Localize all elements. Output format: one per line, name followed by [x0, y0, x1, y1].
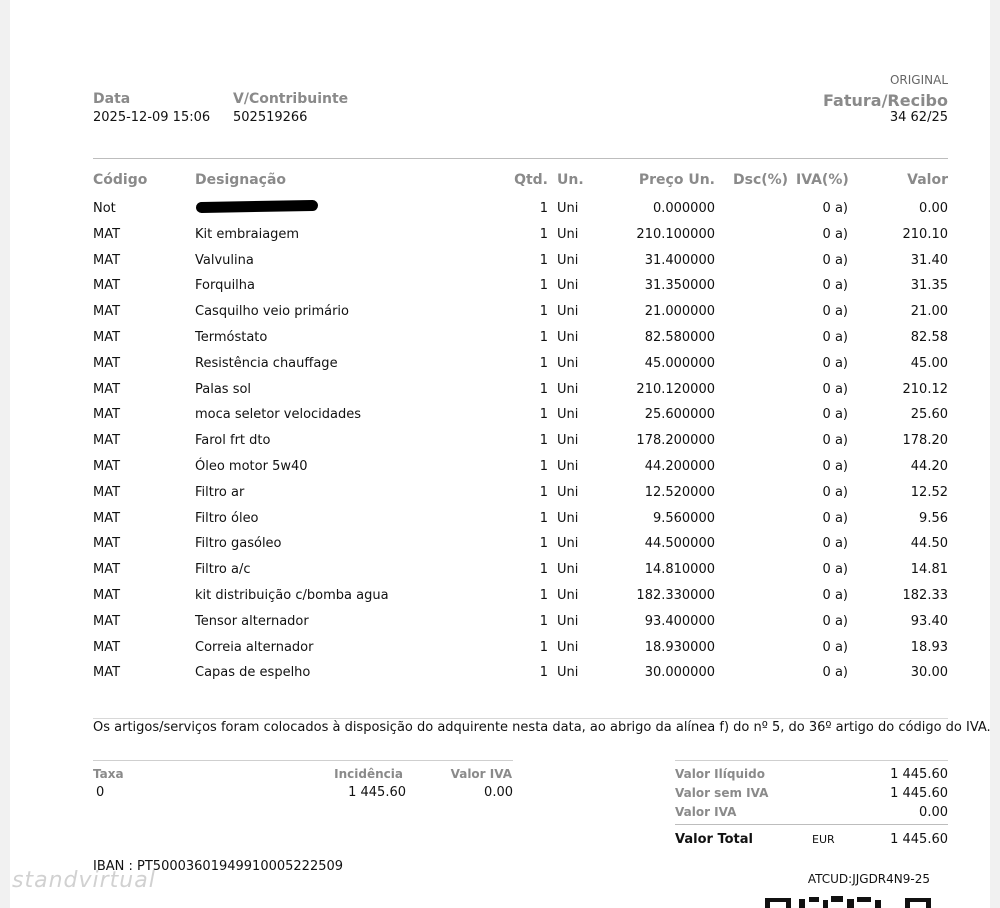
row-vat: 0 a): [822, 433, 848, 449]
incidence-label: Incidência: [334, 767, 403, 781]
row-description: Filtro ar: [195, 484, 245, 500]
row-code: MAT: [93, 562, 121, 578]
row-unit: Uni: [557, 562, 579, 578]
row-value: 30.00: [910, 665, 948, 681]
row-vat: 0 a): [822, 407, 848, 423]
date-label: Data: [93, 91, 131, 107]
row-vat: 0 a): [822, 226, 848, 242]
row-code: MAT: [93, 381, 121, 397]
row-vat: 0 a): [822, 587, 848, 603]
row-vat: 0 a): [822, 639, 848, 655]
col-qty: Qtd.: [514, 172, 548, 188]
table-row: [0, 324, 1000, 350]
row-qty: 1: [539, 639, 548, 655]
row-unit: Uni: [557, 407, 579, 423]
row-value: 31.40: [910, 252, 948, 268]
row-vat: 0 a): [822, 613, 848, 629]
row-vat: 0 a): [822, 278, 848, 294]
row-unit: Uni: [557, 355, 579, 371]
table-row: [0, 272, 1000, 298]
row-description: Filtro gasóleo: [195, 536, 282, 552]
row-unit-price: 12.520000: [644, 484, 715, 500]
row-description: kit distribuição c/bomba agua: [195, 587, 389, 603]
document-number: 34 62/25: [889, 110, 948, 125]
row-code: MAT: [93, 458, 121, 474]
row-qty: 1: [539, 226, 548, 242]
row-unit-price: 182.330000: [636, 587, 715, 603]
row-unit-price: 18.930000: [644, 639, 715, 655]
table-row: [0, 505, 1000, 531]
table-row: [0, 298, 1000, 324]
row-value: 210.10: [902, 226, 948, 242]
table-row: [0, 195, 1000, 221]
row-qty: 1: [539, 304, 548, 320]
net-label: Valor Ilíquido: [675, 767, 765, 781]
row-code: MAT: [93, 252, 121, 268]
row-unit: Uni: [557, 484, 579, 500]
row-description: Farol frt dto: [195, 433, 271, 449]
atcud: ATCUD:JJGDR4N9-25: [807, 872, 930, 886]
original-label: ORIGINAL: [889, 73, 948, 87]
table-row: [0, 350, 1000, 376]
col-discount: Dsc(%): [733, 172, 789, 188]
row-unit-price: 44.200000: [644, 458, 715, 474]
row-vat: 0 a): [822, 510, 848, 526]
row-qty: 1: [539, 613, 548, 629]
row-qty: 1: [539, 201, 548, 216]
row-vat: 0 a): [822, 536, 848, 552]
row-description: Filtro a/c: [195, 562, 251, 578]
table-row: [0, 376, 1000, 402]
iban: IBAN : PT50003601949910005222509: [93, 859, 344, 874]
watermark-logo: standvirtual: [12, 868, 156, 893]
row-qty: 1: [539, 433, 548, 449]
row-unit-price: 30.000000: [644, 665, 715, 681]
taxpayer-value: 502519266: [233, 110, 308, 125]
row-value: 0.00: [919, 201, 948, 216]
row-unit: Uni: [557, 201, 579, 216]
row-vat: 0 a): [822, 252, 848, 268]
row-vat: 0 a): [822, 665, 848, 681]
col-value: Valor: [907, 172, 948, 188]
row-unit: Uni: [557, 252, 579, 268]
row-unit: Uni: [557, 665, 579, 681]
table-row: [0, 608, 1000, 634]
row-value: 21.00: [910, 304, 948, 320]
qr-code-icon: [765, 896, 935, 908]
net-value: 1 445.60: [890, 767, 948, 782]
table-row: [0, 530, 1000, 556]
vat-total-value: 0.00: [919, 805, 948, 820]
row-unit: Uni: [557, 381, 579, 397]
col-unit: Un.: [557, 172, 584, 188]
row-value: 178.20: [902, 433, 948, 449]
row-value: 44.50: [910, 536, 948, 552]
row-value: 25.60: [910, 407, 948, 423]
no-vat-label: Valor sem IVA: [675, 786, 769, 800]
tax-rate: 0: [96, 785, 105, 800]
row-qty: 1: [539, 458, 548, 474]
row-vat: 0 a): [822, 201, 848, 216]
row-vat: 0 a): [822, 381, 848, 397]
table-row: [0, 401, 1000, 427]
row-code: MAT: [93, 613, 121, 629]
taxpayer-label: V/Contribuinte: [233, 91, 349, 107]
row-code: MAT: [93, 407, 121, 423]
col-description: Designação: [195, 172, 287, 188]
document-type: Fatura/Recibo: [823, 91, 948, 110]
row-code: MAT: [93, 433, 121, 449]
row-description: Forquilha: [195, 278, 256, 294]
row-unit: Uni: [557, 458, 579, 474]
row-vat: 0 a): [822, 484, 848, 500]
date-value: 2025-12-09 15:06: [93, 110, 211, 125]
row-unit-price: 25.600000: [644, 407, 715, 423]
col-unit-price: Preço Un.: [638, 172, 715, 188]
items-table: [0, 195, 1000, 685]
row-unit-price: 93.400000: [644, 613, 715, 629]
row-value: 44.20: [910, 458, 948, 474]
row-unit-price: 31.350000: [644, 278, 715, 294]
row-code: Not: [93, 201, 116, 216]
row-code: MAT: [93, 665, 121, 681]
row-code: MAT: [93, 510, 121, 526]
row-unit-price: 45.000000: [644, 355, 715, 371]
total-label: Valor Total: [675, 832, 753, 847]
table-row: [0, 659, 1000, 685]
row-qty: 1: [539, 407, 548, 423]
row-qty: 1: [539, 329, 548, 345]
table-row: [0, 427, 1000, 453]
vat-total-label: Valor IVA: [675, 805, 737, 819]
row-value: 14.81: [910, 562, 948, 578]
col-vat: IVA(%): [796, 172, 849, 188]
row-description: Correia alternador: [195, 639, 314, 655]
row-description: Óleo motor 5w40: [195, 458, 308, 474]
row-value: 210.12: [902, 381, 948, 397]
table-row: [0, 634, 1000, 660]
row-code: MAT: [93, 329, 121, 345]
items-divider: [93, 718, 948, 719]
row-qty: 1: [539, 562, 548, 578]
row-unit: Uni: [557, 613, 579, 629]
totals-divider-top: [675, 760, 948, 761]
row-unit-price: 210.100000: [636, 226, 715, 242]
row-unit: Uni: [557, 226, 579, 242]
row-value: 18.93: [910, 639, 948, 655]
row-description: Filtro óleo: [195, 510, 259, 526]
tax-vat-value: 0.00: [484, 785, 513, 800]
row-description: Kit embraiagem: [195, 226, 300, 242]
row-qty: 1: [539, 278, 548, 294]
totals-divider-bottom: [675, 824, 948, 825]
row-code: MAT: [93, 536, 121, 552]
row-code: MAT: [93, 278, 121, 294]
table-row: [0, 247, 1000, 273]
row-qty: 1: [539, 355, 548, 371]
row-vat: 0 a): [822, 458, 848, 474]
total-value: 1 445.60: [890, 832, 948, 847]
row-vat: 0 a): [822, 562, 848, 578]
row-unit-price: 44.500000: [644, 536, 715, 552]
row-value: 9.56: [919, 510, 948, 526]
row-description: Capas de espelho: [195, 665, 311, 681]
row-code: MAT: [93, 587, 121, 603]
row-vat: 0 a): [822, 329, 848, 345]
row-description: moca seletor velocidades: [195, 407, 362, 423]
row-unit-price: 178.200000: [636, 433, 715, 449]
row-unit: Uni: [557, 536, 579, 552]
row-code: MAT: [93, 355, 121, 371]
table-row: [0, 479, 1000, 505]
row-unit-price: 14.810000: [644, 562, 715, 578]
table-row: [0, 556, 1000, 582]
table-row: [0, 221, 1000, 247]
row-unit-price: 82.580000: [644, 329, 715, 345]
row-unit: Uni: [557, 304, 579, 320]
row-unit-price: 31.400000: [644, 252, 715, 268]
row-unit-price: 21.000000: [644, 304, 715, 320]
legal-note: Os artigos/serviços foram colocados à disposição do adquirente nesta data, ao abrigo da alínea f) do nº 5, do 36º artigo do código do IVA.: [93, 720, 991, 735]
row-code: MAT: [93, 639, 121, 655]
row-vat: 0 a): [822, 304, 848, 320]
tax-summary-divider: [93, 760, 513, 761]
row-description: Valvulina: [195, 252, 254, 268]
row-qty: 1: [539, 252, 548, 268]
row-unit: Uni: [557, 510, 579, 526]
row-value: 93.40: [910, 613, 948, 629]
no-vat-value: 1 445.60: [890, 786, 948, 801]
row-description: Casquilho veio primário: [195, 304, 349, 320]
row-value: 45.00: [910, 355, 948, 371]
incidence-value: 1 445.60: [348, 785, 406, 800]
row-code: MAT: [93, 304, 121, 320]
table-row: [0, 582, 1000, 608]
row-unit: Uni: [557, 329, 579, 345]
row-unit-price: 0.000000: [652, 201, 715, 216]
row-qty: 1: [539, 587, 548, 603]
row-description: Resistência chauffage: [195, 355, 338, 371]
row-unit: Uni: [557, 587, 579, 603]
row-unit-price: 9.560000: [652, 510, 715, 526]
row-code: MAT: [93, 226, 121, 242]
row-value: 82.58: [910, 329, 948, 345]
row-description: Palas sol: [195, 381, 252, 397]
row-qty: 1: [539, 665, 548, 681]
row-value: 12.52: [910, 484, 948, 500]
row-qty: 1: [539, 536, 548, 552]
row-qty: 1: [539, 484, 548, 500]
row-unit: Uni: [557, 433, 579, 449]
row-qty: 1: [539, 510, 548, 526]
table-row: [0, 453, 1000, 479]
row-value: 182.33: [902, 587, 948, 603]
row-description: Tensor alternador: [195, 613, 309, 629]
tax-vat-value-label: Valor IVA: [450, 767, 512, 781]
currency: EUR: [812, 833, 835, 846]
row-description: Termóstato: [195, 329, 268, 345]
tax-rate-label: Taxa: [93, 767, 124, 781]
header-divider: [93, 158, 948, 159]
row-vat: 0 a): [822, 355, 848, 371]
row-unit-price: 210.120000: [636, 381, 715, 397]
row-value: 31.35: [910, 278, 948, 294]
row-code: MAT: [93, 484, 121, 500]
row-unit: Uni: [557, 639, 579, 655]
row-qty: 1: [539, 381, 548, 397]
redaction-mark: [196, 200, 318, 213]
col-code: Código: [93, 172, 148, 188]
row-unit: Uni: [557, 278, 579, 294]
